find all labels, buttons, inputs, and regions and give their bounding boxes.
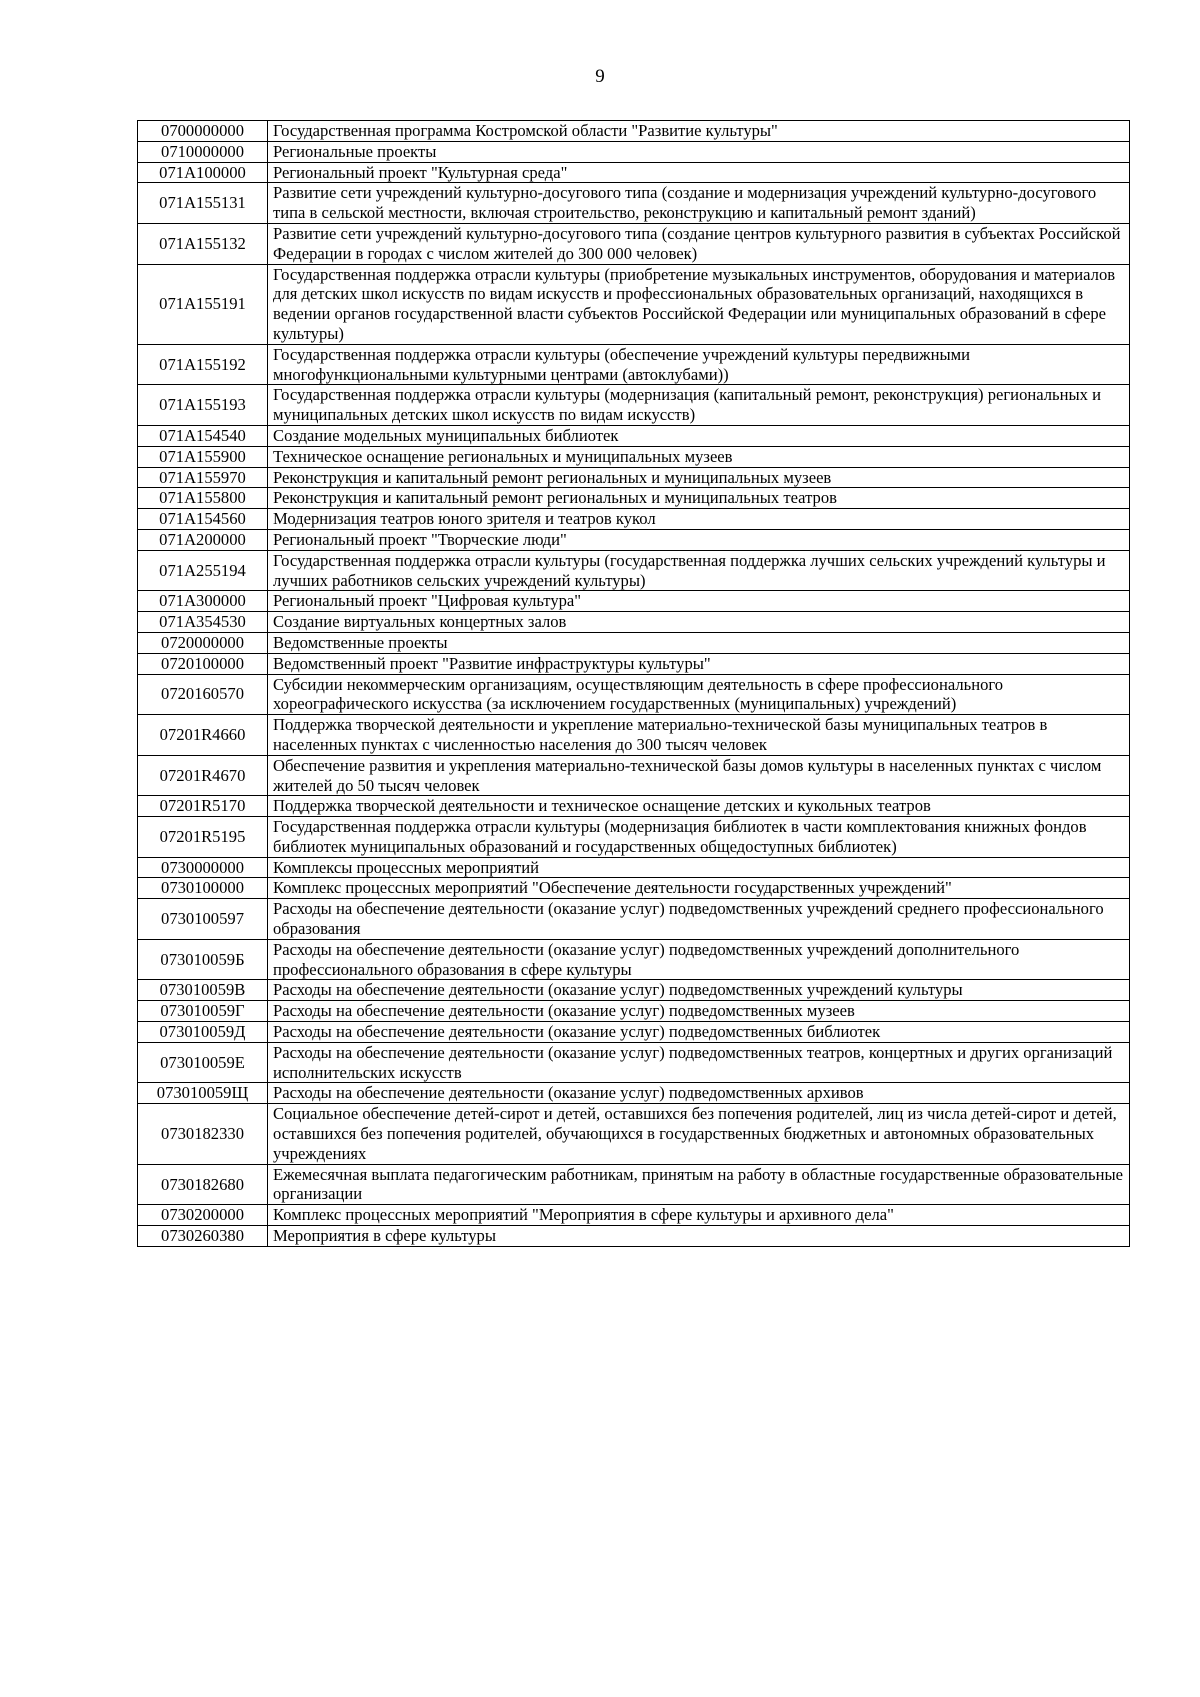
table-row [138, 162, 1130, 183]
row-description: Техническое оснащение региональных и муниципальных музеев [268, 446, 1130, 467]
row-description: Расходы на обеспечение деятельности (оказание услуг) подведомственных учреждений дополнительного профессионального образования в сфере культуры [268, 939, 1130, 980]
table-row [138, 632, 1130, 653]
table-row [138, 980, 1130, 1001]
row-description: Модернизация театров юного зрителя и театров кукол [268, 509, 1130, 530]
row-code: 0730000000 [138, 857, 268, 878]
row-description: Комплексы процессных мероприятий [268, 857, 1130, 878]
table-row [138, 1205, 1130, 1226]
table-row [138, 1022, 1130, 1043]
row-description: Региональный проект "Творческие люди" [268, 529, 1130, 550]
row-description: Поддержка творческой деятельности и укрепление материально-технической базы муниципальных театров в населенных пунктах с численностью населения до 300 тысяч человек [268, 715, 1130, 756]
table-row [138, 857, 1130, 878]
table-row [138, 1042, 1130, 1083]
row-description: Ведомственный проект "Развитие инфраструктуры культуры" [268, 653, 1130, 674]
page-number: 9 [595, 66, 605, 87]
row-description: Развитие сети учреждений культурно-досугового типа (создание центров культурного развития в субъектах Российской Федерации в городах с числом жителей до 300 000 человек) [268, 223, 1130, 264]
row-code: 071A154540 [138, 425, 268, 446]
row-description: Государственная поддержка отрасли культуры (обеспечение учреждений культуры передвижными многофункциональными культурными центрами (автоклубами)) [268, 344, 1130, 385]
row-code: 0720160570 [138, 674, 268, 715]
row-code: 071A155900 [138, 446, 268, 467]
row-description: Региональные проекты [268, 141, 1130, 162]
row-description: Государственная поддержка отрасли культуры (государственная поддержка лучших сельских учреждений культуры и лучших работников сельских учреждений культуры) [268, 550, 1130, 591]
row-description: Социальное обеспечение детей-сирот и детей, оставшихся без попечения родителей, лиц из числа детей-сирот и детей, оставшихся без попечения родителей, обучающихся в государственных бюджетных и автономных образовательных учреждениях [268, 1104, 1130, 1164]
table-row [138, 1226, 1130, 1247]
table-row [138, 591, 1130, 612]
table-row [138, 264, 1130, 344]
row-code: 071A155193 [138, 385, 268, 426]
table-row [138, 715, 1130, 756]
row-code: 07201R4660 [138, 715, 268, 756]
row-description: Комплекс процессных мероприятий "Мероприятия в сфере культуры и архивного дела" [268, 1205, 1130, 1226]
row-description: Мероприятия в сфере культуры [268, 1226, 1130, 1247]
row-code: 0700000000 [138, 121, 268, 142]
row-code: 071A200000 [138, 529, 268, 550]
row-code: 073010059В [138, 980, 268, 1001]
row-description: Обеспечение развития и укрепления материально-технической базы домов культуры в населенных пунктах с числом жителей до 50 тысяч человек [268, 755, 1130, 796]
table-row [138, 488, 1130, 509]
table-row [138, 755, 1130, 796]
row-description: Ежемесячная выплата педагогическим работникам, принятым на работу в областные государственные образовательные организации [268, 1164, 1130, 1205]
row-code: 071A300000 [138, 591, 268, 612]
row-description: Расходы на обеспечение деятельности (оказание услуг) подведомственных архивов [268, 1083, 1130, 1104]
row-code: 071A154560 [138, 509, 268, 530]
table-row [138, 550, 1130, 591]
table-row [138, 1001, 1130, 1022]
row-description: Региональный проект "Культурная среда" [268, 162, 1130, 183]
table-row [138, 446, 1130, 467]
row-description: Расходы на обеспечение деятельности (оказание услуг) подведомственных учреждений культуры [268, 980, 1130, 1001]
row-code: 0730182330 [138, 1104, 268, 1164]
row-description: Расходы на обеспечение деятельности (оказание услуг) подведомственных библиотек [268, 1022, 1130, 1043]
row-code: 073010059Щ [138, 1083, 268, 1104]
table-row [138, 817, 1130, 858]
row-description: Расходы на обеспечение деятельности (оказание услуг) подведомственных театров, концертных и других организаций исполнительских искусств [268, 1042, 1130, 1083]
row-description: Расходы на обеспечение деятельности (оказание услуг) подведомственных учреждений среднего профессионального образования [268, 899, 1130, 940]
row-description: Государственная поддержка отрасли культуры (модернизация (капитальный ремонт, реконструкция) региональных и муниципальных детских школ искусств по видам искусств) [268, 385, 1130, 426]
row-description: Государственная поддержка отрасли культуры (приобретение музыкальных инструментов, оборудования и материалов для детских школ искусств по видам искусств и профессиональных образовательных организаций, находящихся в ведении органов государственной власти субъектов Российской Федерации или муниципальных образований в сфере культуры) [268, 264, 1130, 344]
table-row [138, 1083, 1130, 1104]
row-code: 0730200000 [138, 1205, 268, 1226]
table-row [138, 612, 1130, 633]
row-description: Ведомственные проекты [268, 632, 1130, 653]
row-description: Поддержка творческой деятельности и техническое оснащение детских и кукольных театров [268, 796, 1130, 817]
row-code: 07201R5170 [138, 796, 268, 817]
row-description: Создание модельных муниципальных библиотек [268, 425, 1130, 446]
row-description: Субсидии некоммерческим организациям, осуществляющим деятельность в сфере профессионального хореографического искусства (за исключением государственных (муниципальных) учреждений) [268, 674, 1130, 715]
row-code: 073010059Б [138, 939, 268, 980]
row-code: 071A255194 [138, 550, 268, 591]
row-description: Государственная поддержка отрасли культуры (модернизация библиотек в части комплектования книжных фондов библиотек муниципальных образований и государственных общедоступных библиотек) [268, 817, 1130, 858]
row-description: Реконструкция и капитальный ремонт региональных и муниципальных музеев [268, 467, 1130, 488]
row-code: 071A155970 [138, 467, 268, 488]
table-row [138, 344, 1130, 385]
row-description: Развитие сети учреждений культурно-досугового типа (создание и модернизация учреждений культурно-досугового типа в сельской местности, включая строительство, реконструкцию и капитальный ремонт зданий) [268, 183, 1130, 224]
row-code: 073010059Г [138, 1001, 268, 1022]
row-code: 0720000000 [138, 632, 268, 653]
table-row [138, 939, 1130, 980]
table-row [138, 141, 1130, 162]
table-row [138, 1164, 1130, 1205]
row-code: 0730182680 [138, 1164, 268, 1205]
row-code: 073010059Д [138, 1022, 268, 1043]
row-code: 071A354530 [138, 612, 268, 633]
row-description: Региональный проект "Цифровая культура" [268, 591, 1130, 612]
table-row [138, 899, 1130, 940]
table-row [138, 878, 1130, 899]
table-row [138, 223, 1130, 264]
table-row [138, 1104, 1130, 1164]
row-code: 0730260380 [138, 1226, 268, 1247]
table-row [138, 467, 1130, 488]
row-description: Создание виртуальных концертных залов [268, 612, 1130, 633]
table-row [138, 183, 1130, 224]
table-row [138, 796, 1130, 817]
table-body [138, 121, 1130, 1247]
row-description: Комплекс процессных мероприятий "Обеспечение деятельности государственных учреждений" [268, 878, 1130, 899]
row-code: 07201R4670 [138, 755, 268, 796]
row-code: 0720100000 [138, 653, 268, 674]
row-description: Реконструкция и капитальный ремонт региональных и муниципальных театров [268, 488, 1130, 509]
table-row [138, 385, 1130, 426]
row-code: 0730100000 [138, 878, 268, 899]
table-row [138, 674, 1130, 715]
table-row [138, 509, 1130, 530]
table-row [138, 425, 1130, 446]
row-code: 071A155132 [138, 223, 268, 264]
row-description: Государственная программа Костромской области "Развитие культуры" [268, 121, 1130, 142]
row-code: 0730100597 [138, 899, 268, 940]
table-row [138, 121, 1130, 142]
budget-code-table [137, 120, 1130, 1247]
row-code: 073010059Е [138, 1042, 268, 1083]
row-code: 07201R5195 [138, 817, 268, 858]
row-code: 071A155191 [138, 264, 268, 344]
row-code: 071A155800 [138, 488, 268, 509]
row-description: Расходы на обеспечение деятельности (оказание услуг) подведомственных музеев [268, 1001, 1130, 1022]
table-row [138, 653, 1130, 674]
row-code: 071A155131 [138, 183, 268, 224]
table-row [138, 529, 1130, 550]
row-code: 0710000000 [138, 141, 268, 162]
row-code: 071A155192 [138, 344, 268, 385]
row-code: 071A100000 [138, 162, 268, 183]
